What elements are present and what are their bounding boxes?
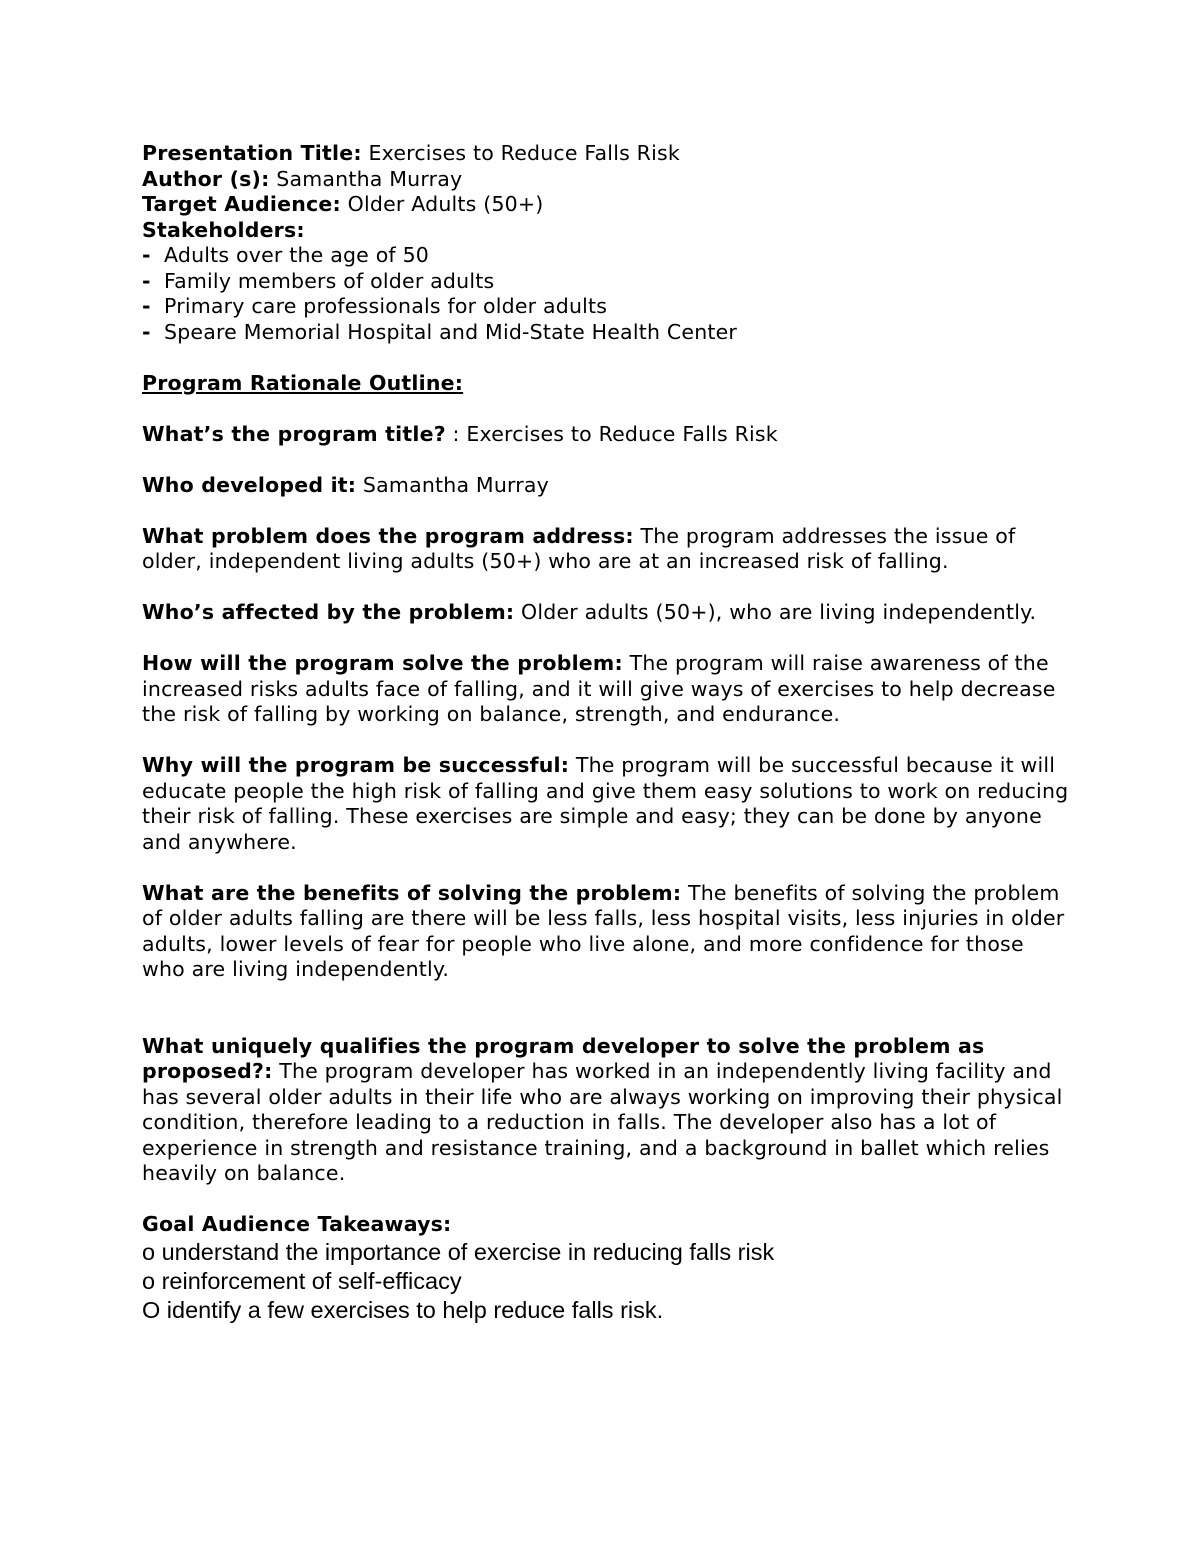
outline-question: What’s the program title? [142,421,446,446]
outline-question: What problem does the program address: [142,523,634,548]
list-item: O identify a few exercises to help reduce falls risk. [142,1296,664,1323]
outline-answer: The benefits of solving the problem of older adults falling are there will be less falls, less hospital visits, less injuries in older adults, lower levels of fear for people who live alone, and more confidence for those who are living independently. [142,880,1065,981]
list-item: - Speare Memorial Hospital and Mid-State Health Center [142,319,738,344]
target-audience-value: Older Adults (50+) [347,192,544,216]
outline-answer: Older adults (50+), who are living independently. [514,600,1037,624]
outline-answer: The program will be successful because it will educate people the high risk of falling and give them easy solutions to work on reducing their risk of falling. These exercises are simple and easy; they can be done by anyone and anywhere. [142,753,1069,854]
outline-title: Program Rationale Outline: [142,370,464,395]
bullet-dash: - [142,268,151,293]
presentation-title-line [142,141,1072,167]
bullet-dash: - [142,243,151,267]
outline-answer: The program developer has worked in an independently living facility and has several older adults in their life who are always working on improving their physical condition, therefore leading to a reduction in falls. The developer also has a lot of experience in strength and resistance training, and a background in ballet which relies heavily on balance. [142,1059,1063,1185]
outline-answer: : Exercises to Reduce Falls Risk [445,421,778,446]
takeaways-list [142,1238,1072,1325]
outline-answer: Samantha Murray [356,472,549,497]
author-line [142,167,1072,193]
list-item: - Primary care professionals for older adults [142,294,608,318]
bullet-dash: - [142,294,151,318]
outline-question: Who’s affected by the problem: [142,600,515,624]
outline-question: Who developed it: [142,472,357,497]
outline-item-benefits [142,881,1072,983]
author-label: Author (s): [142,166,270,191]
outline-question: Why will the program be successful: [142,753,570,777]
outline-question: What are the benefits of solving the problem: [142,880,682,905]
outline-item-success [142,753,1072,855]
list-item: - Adults over the age of 50 [142,243,430,267]
list-item: o reinforcement of self-efficacy [142,1267,462,1294]
takeaways-heading: Goal Audience Takeaways: [142,1212,452,1236]
presentation-title-value: Exercises to Reduce Falls Risk [368,141,680,165]
stakeholders-heading: Stakeholders: [142,217,305,242]
document-page [142,141,1072,1325]
stakeholders-list [142,243,1072,345]
outline-item-developer [142,473,1072,499]
outline-item-solve [142,651,1072,728]
outline-item-program-title [142,422,1072,448]
outline-question: How will the program solve the problem: [142,651,623,675]
outline-answer: The program will raise awareness of the increased risks adults face of falling, and it will give ways of exercises to help decrease the risk of falling by working on balance, strength, and endurance. [142,651,1056,726]
outline-item-affected [142,600,1072,626]
bullet-dash: - [142,319,151,344]
outline-item-qualifications [142,1034,1072,1187]
presentation-title-label: Presentation Title: [142,141,362,165]
outline-item-problem [142,524,1072,575]
list-item: - Family members of older adults [142,268,495,293]
target-audience-label: Target Audience: [142,192,341,216]
author-value: Samantha Murray [276,166,463,191]
list-item: o understand the importance of exercise in reducing falls risk [142,1238,775,1265]
target-audience-line [142,192,1072,218]
outline-answer: The program addresses the issue of older, independent living adults (50+) who are at an increased risk of falling. [142,523,1016,573]
outline-question: What uniquely qualifies the program developer to solve the problem as proposed?: [142,1033,985,1083]
